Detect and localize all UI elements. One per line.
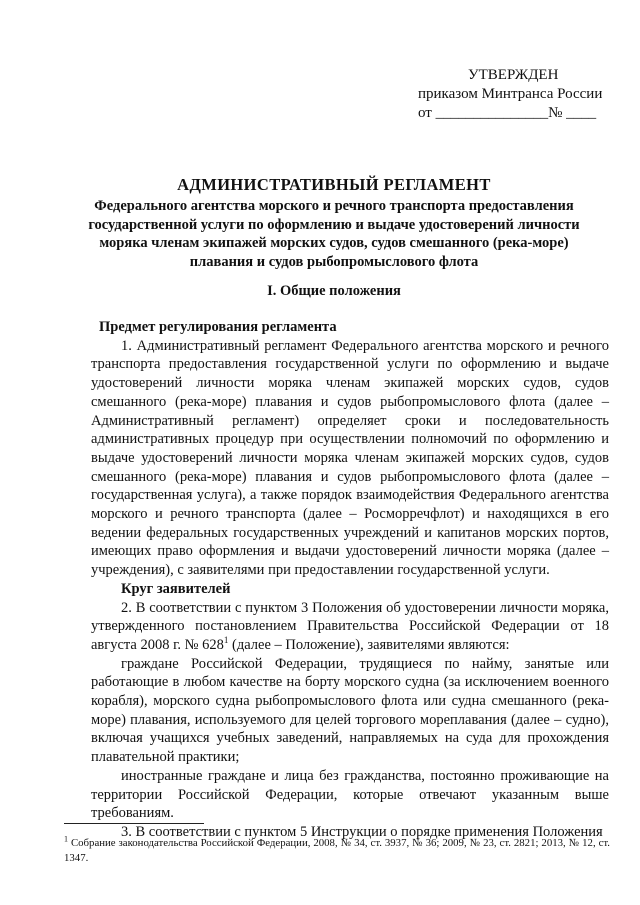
title-block — [84, 174, 584, 271]
approval-date-number: от _______________№ ____ — [418, 105, 597, 121]
footnote-text: Собрание законодательства Российской Федерации, 2008, № 34, ст. 3937, № 36; 2009, № 23, ст. 2821; 2013, № 12, ст. 1347. — [64, 837, 610, 864]
paragraph-2-text: 2. В соответствии с пунктом 3 Положения об удостоверении личности моряка, утвержденного постановлением Правительства Российской Федерации от 18 августа 2008 г. № 628 — [91, 599, 609, 653]
approval-heading: УТВЕРЖДЕН — [468, 67, 559, 83]
document-subtitle: Федерального агентства морского и речного транспорта предоставления государственной услуги по оформлению и выдаче удостоверений личности моряка членам экипажей морских судов, судов смешанного (река-море) плавания и судов рыбопромыслового флота — [88, 198, 580, 270]
paragraph-5: 3. В соответствии с пунктом 5 Инструкции о порядке применения Положения — [121, 823, 603, 840]
paragraph-4: иностранные граждане и лица без гражданства, постоянно проживающие на территории Российской Федерации, которые отвечают указанным выше требованиям. — [91, 767, 609, 822]
approval-stamp — [418, 66, 618, 123]
paragraph-2-text-end: (далее – Положение), заявителями являются: — [228, 636, 510, 653]
approval-order: приказом Минтранса России — [418, 86, 603, 102]
document-body — [91, 318, 609, 842]
subsection-heading-applicants: Круг заявителей — [121, 580, 231, 597]
footnote-divider — [64, 823, 204, 824]
document-title: АДМИНИСТРАТИВНЫЙ РЕГЛАМЕНТ — [177, 175, 491, 194]
paragraph-3: граждане Российской Федерации, трудящиеся по найму, занятые или работающие в любом качестве на борту морского судна (за исключением военного корабля), морского судна рыбопромыслового флота или судна смешанного (река-море) плавания, используемого для целей торгового мореплавания (далее – судно), включая учащихся учебных заведений, направляемых на суда для прохождения плавательной практики; — [91, 655, 609, 766]
footnote-mark: 1 — [64, 834, 68, 844]
paragraph-1: 1. Административный регламент Федерального агентства морского и речного транспорта предоставления государственной услуги по оформлению и выдаче удостоверений личности моряка членам экипажей морских судов, судов смешанного (река-море) плавания и судов рыбопромыслового флота (далее – Административный регламент) определяет сроки и последовательность административных процедур при осуществлении полномочий по оформлению и выдаче удостоверений личности моряка членам экипажей морских судов, судов смешанного (река-море) плавания и судов рыбопромыслового флота (далее – государственная услуга), а также порядок взаимодействия Федерального агентства морского и речного транспорта (далее – Росморречфлот) и находящихся в его ведении федеральных государственных учреждений и капитанов морских портов, имеющих право оформления и выдачи удостоверений личности моряка (далее – учреждения), с заявителями при предоставлении государственной услуги. — [91, 337, 609, 579]
footnote — [64, 836, 610, 866]
section-heading: I. Общие положения — [267, 283, 401, 299]
footnote-reference: 1 — [223, 635, 229, 646]
subsection-heading-subject: Предмет регулирования регламента — [99, 319, 337, 335]
paragraph-2 — [91, 599, 609, 655]
